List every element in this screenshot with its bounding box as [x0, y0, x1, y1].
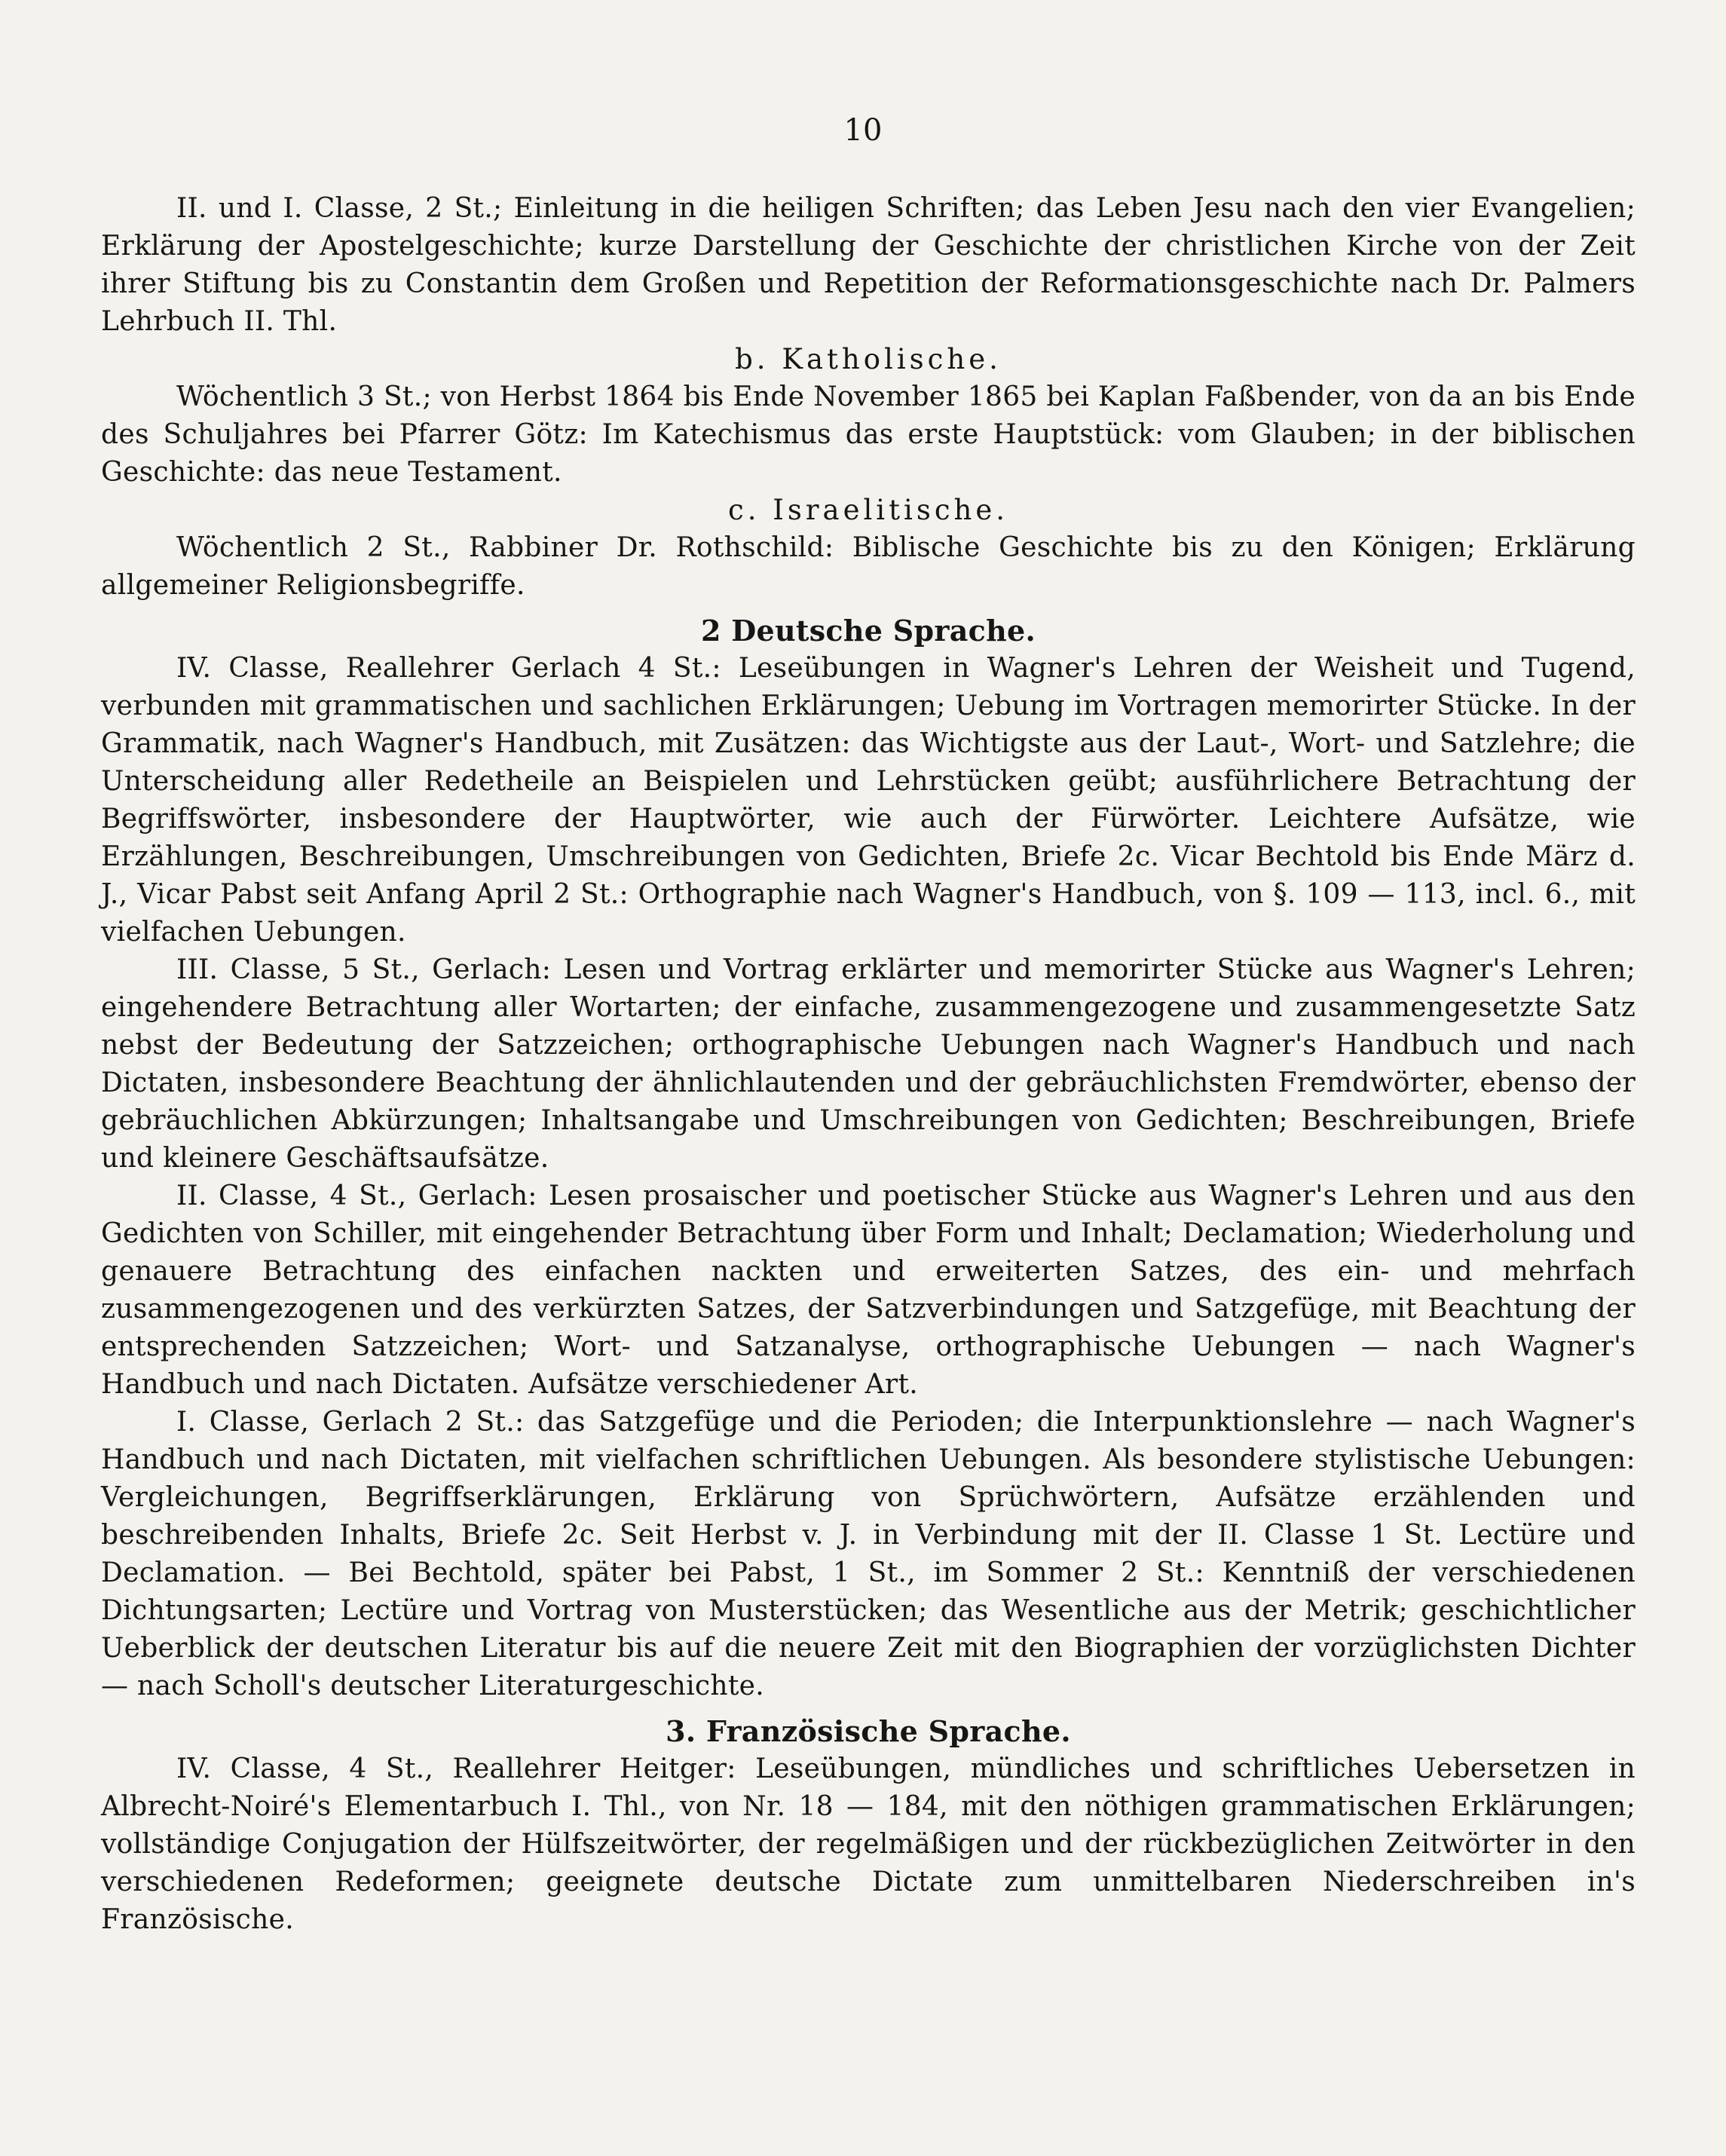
heading-catholic: b. Katholische.: [735, 343, 1002, 375]
document-body: [101, 190, 1636, 1939]
paragraph-religion-catholic: Wöchentlich 3 St.; von Herbst 1864 bis Ende November 1865 bei Kaplan Faßbender, von da an bis Ende des Schuljahres bei Pfarrer Götz: Im Katechismus das erste Hauptstück: vom Glauben; in der biblischen Geschichte: das neue Testament.: [101, 381, 1636, 488]
paragraph-german-class-iii: III. Classe, 5 St., Gerlach: Lesen und Vortrag erklärter und memorirter Stücke aus Wagner's Lehren; eingehendere Betrachtung aller Wortarten; der einfache, zusammengezogene und zusammengesetzte Satz nebst der Bedeutung der Satzzeichen; orthographische Uebungen nach Wagner's Handbuch und nach Dictaten, insbesondere Beachtung der ähnlichlautenden und der gebräuchlichsten Fremdwörter, ebenso der gebräuchlichen Abkürzungen; Inhaltsangabe und Umschreibungen von Gedichten; Beschreibungen, Briefe und kleinere Geschäftsaufsätze.: [101, 954, 1636, 1174]
heading-german: 2 Deutsche Sprache.: [700, 614, 1036, 648]
paragraph-german-class-i: I. Classe, Gerlach 2 St.: das Satzgefüge und die Perioden; die Interpunktionslehre — nach Wagner's Handbuch und nach Dictaten, mit vielfachen schriftlichen Uebungen. Als besondere stylistische Uebungen: Vergleichungen, Begriffserklärungen, Erklärung von Sprüchwörtern, Aufsätze erzählenden und beschreibenden Inhalts, Briefe 2c. Seit Herbst v. J. in Verbindung mit der II. Classe 1 St. Lectüre und Declamation. — Bei Bechtold, später bei Pabst, 1 St., im Sommer 2 St.: Kenntniß der verschiedenen Dichtungsarten; Lectüre und Vortrag von Musterstücken; das Wesentliche aus der Metrik; geschichtlicher Ueberblick der deutschen Literatur bis auf die neuere Zeit mit den Biographien der vorzüglichsten Dichter — nach Scholl's deutscher Literaturgeschichte.: [101, 1407, 1636, 1701]
heading-israelite: c. Israelitische.: [727, 494, 1009, 526]
paragraph-french-class-iv: IV. Classe, 4 St., Reallehrer Heitger: Leseübungen, mündliches und schriftliches Uebersetzen in Albrecht-Noiré's Elementarbuch I. Thl., von Nr. 18 — 184, mit den nöthigen grammatischen Erklärungen; vollständige Conjugation der Hülfszeitwörter, der regelmäßigen und der rückbezüglichen Zeitwörter in den verschiedenen Redeformen; geeignete deutsche Dictate zum unmittelbaren Niederschreiben in's Französische.: [101, 1753, 1636, 1935]
paragraph-religion-israelite: Wöchentlich 2 St., Rabbiner Dr. Rothschild: Biblische Geschichte bis zu den Königen; Erklärung allgemeiner Religionsbegriffe.: [101, 532, 1636, 601]
paragraph-german-class-iv: IV. Classe, Reallehrer Gerlach 4 St.: Leseübungen in Wagner's Lehren der Weisheit und Tugend, verbunden mit grammatischen und sachlichen Erklärungen; Uebung im Vortragen memorirter Stücke. In der Grammatik, nach Wagner's Handbuch, mit Zusätzen: das Wichtigste aus der Laut-, Wort- und Satzlehre; die Unterscheidung aller Redetheile an Beispielen und Lehrstücken geübt; ausführlichere Betrachtung der Begriffswörter, insbesondere der Hauptwörter, wie auch der Fürwörter. Leichtere Aufsätze, wie Erzählungen, Beschreibungen, Umschreibungen von Gedichten, Briefe 2c. Vicar Bechtold bis Ende März d. J., Vicar Pabst seit Anfang April 2 St.: Orthographie nach Wagner's Handbuch, von §. 109 — 113, incl. 6., mit vielfachen Uebungen.: [101, 653, 1636, 948]
heading-french: 3. Französische Sprache.: [666, 1714, 1071, 1748]
page-number: 10: [843, 113, 883, 148]
paragraph-german-class-ii: II. Classe, 4 St., Gerlach: Lesen prosaischer und poetischer Stücke aus Wagner's Lehren und aus den Gedichten von Schiller, mit eingehender Betrachtung über Form und Inhalt; Declamation; Wiederholung und genauere Betrachtung des einfachen nackten und erweiterten Satzes, des ein- und mehrfach zusammengezogenen und des verkürzten Satzes, der Satzverbindungen und Satzgefüge, mit Beachtung der entsprechenden Satzzeichen; Wort- und Satzanalyse, orthographische Uebungen — nach Wagner's Handbuch und nach Dictaten. Aufsätze verschiedener Art.: [101, 1181, 1636, 1400]
paragraph-religion-evangelical: II. und I. Classe, 2 St.; Einleitung in die heiligen Schriften; das Leben Jesu nach den vier Evangelien; Erklärung der Apostelgeschichte; kurze Darstellung der Geschichte der christlichen Kirche von der Zeit ihrer Stiftung bis zu Constantin dem Großen und Repetition der Reformationsgeschichte nach Dr. Palmers Lehrbuch II. Thl.: [101, 193, 1636, 337]
